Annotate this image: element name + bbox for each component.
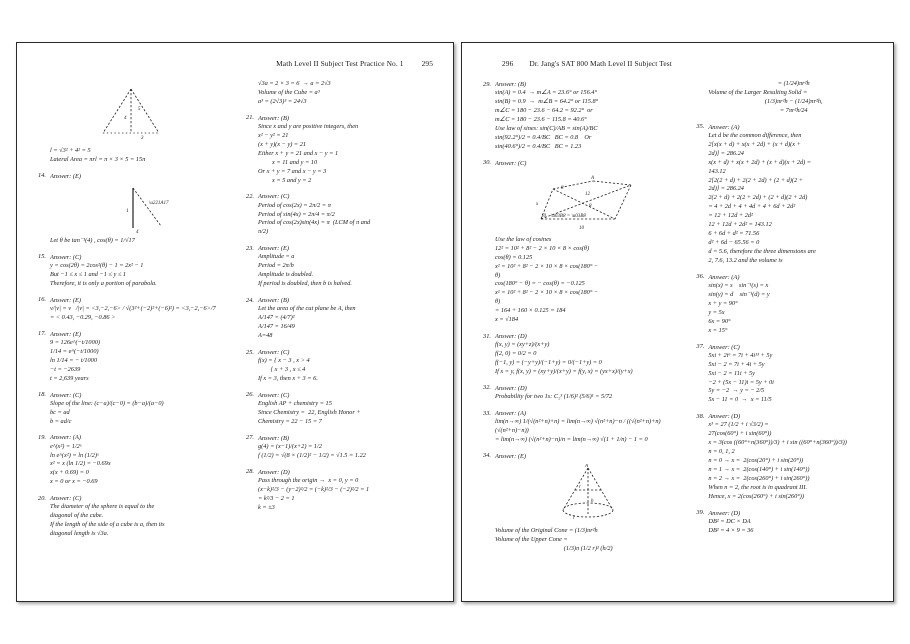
answer-label: Answer: (B)	[258, 434, 290, 442]
solution-line: l = √3² + 4² = 5	[50, 147, 91, 154]
item-body	[258, 348, 439, 384]
solution-line: Use the law of cosines	[495, 235, 552, 243]
solution-item	[31, 433, 231, 487]
solution-line: cos(θ) = 0.125	[495, 253, 533, 261]
solution-line: n = 0, 1, 2	[708, 448, 735, 456]
solution-item	[239, 468, 439, 513]
solution-line: A/147 = 16/49	[258, 323, 295, 331]
item-number: 32.	[483, 384, 491, 392]
svg-text:h: h	[591, 499, 594, 504]
solution-line: (x−k)²/3 − (y−2)²/2 = (−k)²/3 − (−2)²/2 = 1	[258, 485, 370, 493]
solution-line: √3a = 2 × 3 = 6 → a = 2√3	[258, 80, 331, 87]
svg-text:10: 10	[579, 225, 585, 231]
answer-label: Answer: (D)	[495, 384, 527, 392]
item-number	[689, 80, 704, 116]
solution-line: Or x + y = 7 and x − y = 3	[258, 167, 327, 175]
item-body	[50, 330, 231, 384]
solution-line: x(x + 0.69) = 0	[50, 469, 89, 477]
item-body	[258, 391, 439, 427]
solution-line: Pass through the origin → x = 0, y = 0	[258, 476, 359, 484]
item-number: 22.	[246, 192, 254, 200]
solution-item	[239, 391, 439, 427]
solution-line: = 164 + 160 × 0.125 = 184	[495, 307, 566, 315]
item-body	[708, 412, 879, 502]
answer-label: Answer: (C)	[258, 349, 290, 356]
solution-item	[476, 452, 681, 554]
answer-label: Answer: (C)	[50, 391, 82, 399]
solution-line: { x + 3 , x ≤ 4	[258, 366, 306, 374]
solution-line: sin(40.6°)/2 = 0.4/BC BC = 1.23	[495, 142, 582, 150]
solution-item	[689, 412, 879, 502]
solution-line: Period = 2π/b	[258, 262, 294, 270]
solution-line: 2[2(2 + d) + 2(2 + 2d) + (2 + d)(2 +	[708, 176, 803, 184]
solution-line: 5y = −2 → y = − 2/5	[708, 387, 765, 395]
solution-line: Volume of the Original Cone = (1/3)πr²h	[495, 527, 598, 534]
solution-line: diagonal length is √3a.	[50, 530, 109, 538]
solution-line: x = 11 and y = 10	[272, 158, 318, 166]
solution-line: 12 + 12d + 2d² = 143.12	[708, 221, 772, 229]
item-body	[50, 494, 231, 539]
item-number: 30.	[483, 159, 491, 167]
item-number: 17.	[38, 330, 46, 338]
item-body	[708, 80, 879, 116]
solution-line: 2d)] = 286.24	[708, 149, 744, 157]
answer-label: Answer: (A)	[495, 410, 527, 417]
right-page-running-head	[476, 59, 879, 68]
solution-line: m∠C = 180 − 23.6 − 115.8 = 40.6°	[495, 115, 587, 123]
solution-line: Period of sin(4x) = 2π/4 = π/2	[258, 210, 335, 218]
left-page-running-head	[31, 59, 439, 68]
solution-line: 9 = 126e^(−t/1000)	[50, 338, 100, 346]
solution-line: y = cos(2θ) = 2cos²(θ) − 1 = 2x² − 1	[50, 262, 144, 269]
left-page-column-1	[31, 80, 231, 546]
solution-line: t = 2,639 years	[50, 374, 89, 382]
solution-line: = 7πr²h/24	[779, 106, 808, 114]
answer-label: Answer: (D)	[258, 468, 290, 476]
svg-text:4: 4	[135, 229, 138, 234]
solution-line: Amplitude = a	[258, 253, 295, 261]
item-number: 25.	[246, 348, 254, 356]
solution-line: −2 + (5x − 11)i = 5y + 0i	[708, 378, 774, 386]
item-number: 23.	[246, 244, 254, 252]
item-body	[258, 114, 439, 186]
page-number: 296	[502, 59, 514, 68]
solution-item	[31, 296, 231, 323]
item-number: 36.	[696, 273, 705, 281]
answer-label: Answer: (C)	[50, 495, 82, 503]
item-body	[495, 80, 681, 152]
solution-line: Volume of the Larger Resulting Solid =	[708, 88, 808, 96]
solution-item	[689, 123, 879, 266]
answer-label: Answer: (E)	[50, 330, 82, 338]
solution-line: Either x + y = 21 and x − y = 1	[258, 149, 339, 157]
solution-line: If x = y, f(x, y) = (xy+y)/(x+y) = f(y, x) = (yx+x)/(y+x)	[495, 368, 633, 376]
svg-text:12: 12	[585, 191, 591, 197]
right-page-column-2	[689, 80, 879, 561]
item-number: 27.	[246, 434, 254, 442]
answer-label: Answer: (E)	[50, 172, 82, 180]
solution-line: 27(cos(60°) + i sin(60°))	[708, 430, 772, 438]
solution-line: a³ = (2√3)³ = 24√3	[258, 97, 307, 105]
item-body	[50, 172, 231, 246]
solution-line: Period of cos(2x)sin(4x) = π (LCM of π and	[258, 219, 371, 227]
solution-line: x = 15°	[708, 326, 728, 334]
answer-label: Answer: (D)	[495, 333, 527, 341]
solution-line: 1/14 = e^(−t/1000)	[50, 347, 99, 355]
svg-text:\u03B8 = \u03B8: \u03B8 = \u03B8	[551, 213, 586, 219]
answer-label: Answer: (E)	[258, 245, 290, 253]
answer-label: Answer: (D)	[708, 413, 741, 421]
solution-line: m∠C = 180 − 23.6 − 64.2 = 92.2° or	[495, 106, 593, 114]
solution-line: sin(92.2°)/2 = 0.4/BC BC = 0.8 Or	[495, 133, 592, 141]
solution-line: k = ±3	[258, 503, 275, 511]
solution-line: n = 0 → x = 2(cos(20°) + i sin(20°))	[708, 457, 804, 465]
item-body	[50, 147, 231, 165]
solution-line: 5xi + 2i⁶ = 7i + 4i¹³ + 5y	[708, 351, 773, 359]
solution-line: π/2)	[258, 228, 269, 236]
solution-line: Use law of sines: sin(C)/AB = sin(A)/BC	[495, 124, 598, 132]
solution-item	[239, 114, 439, 186]
svg-text:A: A	[585, 464, 589, 469]
svg-text:10: 10	[541, 213, 547, 219]
solution-item	[31, 330, 231, 384]
item-body	[258, 468, 439, 513]
solution-line: f(−1, y) = (−y+y)/(−1+y) = 0/(−1+y) = 0	[495, 359, 602, 367]
svg-text:8: 8	[561, 185, 564, 191]
solution-line: Let the area of the cut plane be A, then	[258, 305, 356, 313]
svg-text:1: 1	[125, 207, 129, 214]
solution-line: = (1/24)πr²h	[777, 80, 810, 87]
answer-label: Answer: (E)	[495, 452, 527, 460]
item-body	[708, 343, 879, 406]
svg-text:5: 5	[138, 107, 141, 112]
continued-solution-block	[239, 80, 439, 107]
item-body	[50, 253, 231, 289]
solution-line: But −1 ≤ x ≤ 1 and −1 ≤ y ≤ 1	[50, 270, 127, 278]
item-body	[258, 244, 439, 289]
solution-line: Amplitude is doubled.	[258, 271, 314, 279]
solution-line: Lateral Area = πrl = π × 3 × 5 = 15π	[50, 155, 146, 163]
solution-line: θ)	[495, 298, 501, 306]
solution-item	[31, 391, 231, 427]
answer-label: Answer: (D)	[708, 509, 741, 517]
svg-text:A: A	[591, 175, 595, 181]
solution-item	[239, 244, 439, 289]
svg-text:r: r	[579, 485, 582, 490]
solution-line: e^(x²) = 1/2ˣ	[50, 442, 82, 450]
continued-solution-block	[689, 80, 879, 116]
solution-line: f(2, 0) = 0/2 = 0	[495, 350, 537, 358]
svg-text:8: 8	[589, 203, 592, 209]
solution-line: x² = 10² + 8² − 2 × 10 × 8 × cos(180° −	[495, 262, 599, 270]
solution-item	[476, 332, 681, 377]
svg-text:3: 3	[141, 136, 144, 139]
solution-item	[689, 343, 879, 406]
item-number: 39.	[696, 509, 705, 517]
answer-label: Answer: (A)	[708, 273, 740, 281]
solution-line: = 12 + 12d + 2d²	[708, 212, 753, 220]
solution-line: (x + y)(x − y) = 21	[258, 140, 307, 148]
answer-label: Answer: (B)	[258, 297, 290, 305]
item-body	[708, 273, 879, 336]
solution-line: 6x = 90°	[708, 317, 731, 325]
solution-line: x = 3(cos ((60°+n(360°))/3) + i sin ((60°+n(360°))/3))	[708, 439, 847, 447]
left-page-column-2	[239, 80, 439, 546]
item-number: 21.	[246, 114, 254, 122]
solution-line: When n = 2, the root is in quadrant III.	[708, 484, 808, 491]
solution-item	[239, 192, 439, 237]
solution-line: Since x and y are positive integers, then	[258, 122, 359, 130]
solution-line: = < 0.43, −0.29, −0.86 >	[50, 313, 116, 321]
solution-item	[689, 273, 879, 336]
solution-line: 5xi − 2 = 11i + 5y	[708, 369, 755, 377]
running-head-title: Math Level II Subject Test Practice No. 1	[276, 59, 404, 68]
solution-item	[476, 80, 681, 152]
item-number: 19.	[38, 433, 46, 441]
answer-label: Answer: (C)	[708, 343, 740, 351]
solution-line: Hence, x = 2(cos(260°) + i sin(260°))	[708, 492, 804, 500]
solution-line: Therefore, it is only a portion of parabola.	[50, 279, 157, 287]
solution-line: ln 1/14 = − t/1000	[50, 356, 97, 364]
solution-item	[689, 509, 879, 536]
solution-line: θ)	[495, 271, 501, 279]
svg-text:r: r	[573, 516, 576, 521]
solution-line: sin(A) = 0.4 → m∠A = 23.6° or 156.4°	[495, 89, 597, 97]
solution-line: 143.12	[708, 167, 726, 175]
item-body	[258, 434, 439, 461]
solution-line: If period is doubled, then b is halved.	[258, 280, 352, 288]
answer-label: Answer: (C)	[495, 159, 527, 167]
solution-line: cos(180° − θ) = − cos(θ) = −0.125	[495, 280, 585, 288]
item-number	[31, 147, 46, 165]
item-body	[708, 123, 879, 266]
item-body	[495, 452, 681, 554]
solution-item	[476, 159, 681, 325]
solution-line: = 4 + 2d + 4 + 4d + 4 + 6d + 2d²	[708, 203, 796, 211]
solution-line: 12² = 10² + 8² − 2 × 10 × 8 × cos(θ)	[495, 244, 590, 252]
svg-text:4: 4	[124, 116, 127, 121]
item-body	[495, 384, 681, 402]
item-body	[495, 159, 681, 325]
item-number: 26.	[246, 391, 254, 399]
left-page-columns	[31, 80, 439, 546]
solution-line: x² = x (ln 1/2) = −0.69x	[50, 460, 111, 468]
item-body	[708, 509, 879, 536]
solution-line: = lim(n→∞) (√(n²+n)−n)/n = lim(n→∞) √(1 + 1/n) − 1 = 0	[495, 435, 648, 443]
item-number: 33.	[483, 409, 491, 417]
item-body	[495, 409, 681, 445]
item-number: 31.	[483, 332, 491, 340]
item-number: 14.	[38, 172, 46, 180]
item-body	[495, 332, 681, 377]
solution-line: 2d)] = 286.24	[708, 185, 744, 193]
solution-line: v/|v| = v⃗/|v| = <3,−2,−6> / √(3²+(−2)²+(−6)²) = <3,−2,−6>/7	[50, 304, 216, 312]
solution-item	[31, 172, 231, 246]
item-number: 16.	[38, 296, 46, 304]
svg-text:\u221A17: \u221A17	[148, 200, 168, 206]
solution-line: 2(2 + d) + 2(2 + 2d) + (2 + d)(2 + 2d)	[708, 194, 808, 202]
solution-item	[476, 384, 681, 402]
solution-line: 5x − 11 = 0 → x = 11/5	[708, 396, 772, 404]
solution-line: The diameter of the sphere is equal to the	[50, 503, 155, 511]
item-number: 38.	[696, 412, 705, 420]
solution-line: d = 5.6, therefore the three dimensions are	[708, 248, 816, 256]
solution-line: bc = ad	[50, 408, 70, 416]
quadrilateral-law-of-cosines-figure	[495, 171, 681, 233]
solution-line: Slope of the line: (c−a)/(c−0) = (b−a)/(a−0)	[50, 399, 164, 407]
solution-line: d² + 6d − 65.56 = 0	[708, 239, 760, 247]
solution-line: x = 0 or x = −0.69	[50, 478, 98, 486]
solution-line: sin(x) = s sin⁻¹(s) = x	[708, 282, 769, 289]
solution-line: 5xi − 2 = 7i + 4i + 5y	[708, 360, 765, 368]
solution-line: f(x, y) = (xy+z)/(x+y)	[495, 341, 550, 349]
solution-line: Let θ be tan⁻¹(4) , cos(θ) = 1/√17	[50, 236, 135, 244]
right-page-column-1	[476, 80, 681, 561]
solution-line: n = 1 → x = 2(cos(140°) + i sin(140°))	[708, 466, 810, 474]
solution-line: Volume of the Upper Cone =	[495, 535, 568, 543]
pyramid-figure	[31, 83, 231, 139]
solution-line: 6 + 6d + d² = 71.56	[708, 230, 760, 238]
solution-item	[239, 296, 439, 341]
page-number: 295	[421, 59, 433, 68]
solution-item	[31, 494, 231, 539]
solution-line: A=48	[258, 332, 273, 340]
answer-label: Answer: (B)	[495, 81, 527, 88]
solution-line: diagonal of the cube.	[50, 512, 104, 520]
right-triangle-tan-figure	[50, 184, 231, 234]
solution-line: 2[x(x + d) + x(x + 2d) + (x + d)(x +	[708, 140, 801, 148]
solution-line: y = 5x	[708, 308, 725, 316]
solution-line: sin(y) = d sin⁻¹(d) = y	[708, 290, 770, 298]
answer-label: Answer: (B)	[258, 114, 290, 122]
running-head-title: Dr. Jang's SAT 800 Math Level II Subject Test	[529, 59, 672, 68]
solution-line: −t = −2639	[50, 365, 81, 373]
solution-line: x³ = 27 (1/2 + i √3/2) =	[708, 421, 769, 429]
solution-line: x = √184	[495, 316, 519, 324]
solution-line: DB² = DC × DA	[708, 517, 751, 525]
solution-line: Let d be the common difference, then	[708, 131, 802, 139]
answer-label: Answer: (C)	[258, 391, 290, 399]
solution-line: ln e^(x²) = ln (1/2)ˣ	[50, 451, 99, 459]
solution-line: x = 5 and y = 2	[272, 176, 312, 184]
answer-label: Answer: (A)	[708, 123, 740, 131]
solution-item	[31, 253, 231, 289]
right-page-columns	[476, 80, 879, 561]
solution-line: (1/3)πr²h − (1/24)πr²h,	[764, 97, 823, 105]
solution-item	[239, 348, 439, 384]
answer-label: Answer: (C)	[258, 193, 290, 201]
solution-line: n = 2 → x = 2(cos(260°) + i sin(260°))	[708, 475, 810, 483]
solution-line: DB² = 4 × 9 = 36	[708, 526, 754, 534]
item-number: 15.	[38, 253, 46, 261]
item-body	[258, 296, 439, 341]
left-page	[16, 42, 454, 602]
solution-line: f (1/2) = √(8 × (1/2)² − 1/2) = √1.5 = 1.22	[258, 451, 366, 459]
solution-line: 2, 7.6, 13.2 and the volume is	[708, 256, 783, 264]
item-number: 24.	[246, 296, 254, 304]
answer-label: Answer: (A)	[50, 434, 82, 442]
solution-line: g(4) = (x−1)/(x+2) = 1/2	[258, 442, 322, 450]
item-number: 35.	[696, 123, 705, 131]
solution-line: b = ad/c	[50, 417, 72, 425]
solution-line: If the length of the side of a cube is a, then its	[50, 521, 165, 529]
solution-line: Volume of the Cube = a³	[258, 88, 320, 96]
answer-label: Answer: (E)	[50, 296, 82, 304]
solution-line: f(x) = { x − 3 , x > 4	[258, 357, 310, 365]
solution-line: x + y = 90°	[708, 299, 738, 307]
solution-line: English AP + chemistry = 15	[258, 400, 332, 407]
solution-line: x(x + d) + x(x + 2d) + (x + d)(x + 2d) =	[708, 158, 812, 166]
item-body	[50, 296, 231, 323]
continued-solution-block	[31, 147, 231, 165]
solution-line: Since Chemistry = 22, English Honor +	[258, 408, 361, 416]
solution-line: x² − y² = 21	[258, 131, 289, 139]
solution-line: Probability for two 1s: C₂³ (1/6)² (5/6)¹ = 5/72	[495, 393, 613, 401]
solution-line: (1/3)π (1/2 r)² (h/2)	[563, 544, 613, 552]
cone-figure	[495, 464, 681, 524]
item-number: 20.	[38, 494, 46, 502]
item-number: 28.	[246, 468, 254, 476]
item-number: 29.	[483, 80, 491, 88]
solution-line: sin(B) = 0.9 → m∠B = 64.2° or 115.8°	[495, 98, 599, 106]
solution-item	[239, 434, 439, 461]
svg-text:x: x	[536, 201, 539, 207]
item-body	[50, 433, 231, 487]
item-body	[258, 80, 439, 107]
item-number: 37.	[696, 343, 705, 351]
answer-label: Answer: (C)	[50, 253, 82, 261]
solution-line: = k²/3 − 2 = 1	[258, 494, 295, 502]
item-number: 18.	[38, 391, 46, 399]
solution-line: Chemistry = 22 − 15 = 7	[258, 417, 322, 425]
item-number	[239, 80, 254, 107]
solution-line: lim(n→∞) 1/(√(n²+n)+n) = lim(n→∞) √(n²+n)−n / ((√(n²+n)+n)(√(n²+n)−n))	[495, 418, 661, 435]
solution-line: Period of cos(2x) = 2π/2 = π	[258, 201, 331, 209]
item-number: 34.	[483, 452, 491, 460]
solution-line: x² = 10² + 8² − 2 × 10 × 8 × cos(180° −	[495, 289, 599, 297]
solution-line: If x = 3, then x + 3 = 6.	[258, 374, 318, 382]
solution-line: A/147 = (4/7)²	[258, 314, 295, 322]
item-body	[50, 391, 231, 427]
solution-item	[476, 409, 681, 445]
item-body	[258, 192, 439, 237]
right-page	[461, 42, 894, 602]
